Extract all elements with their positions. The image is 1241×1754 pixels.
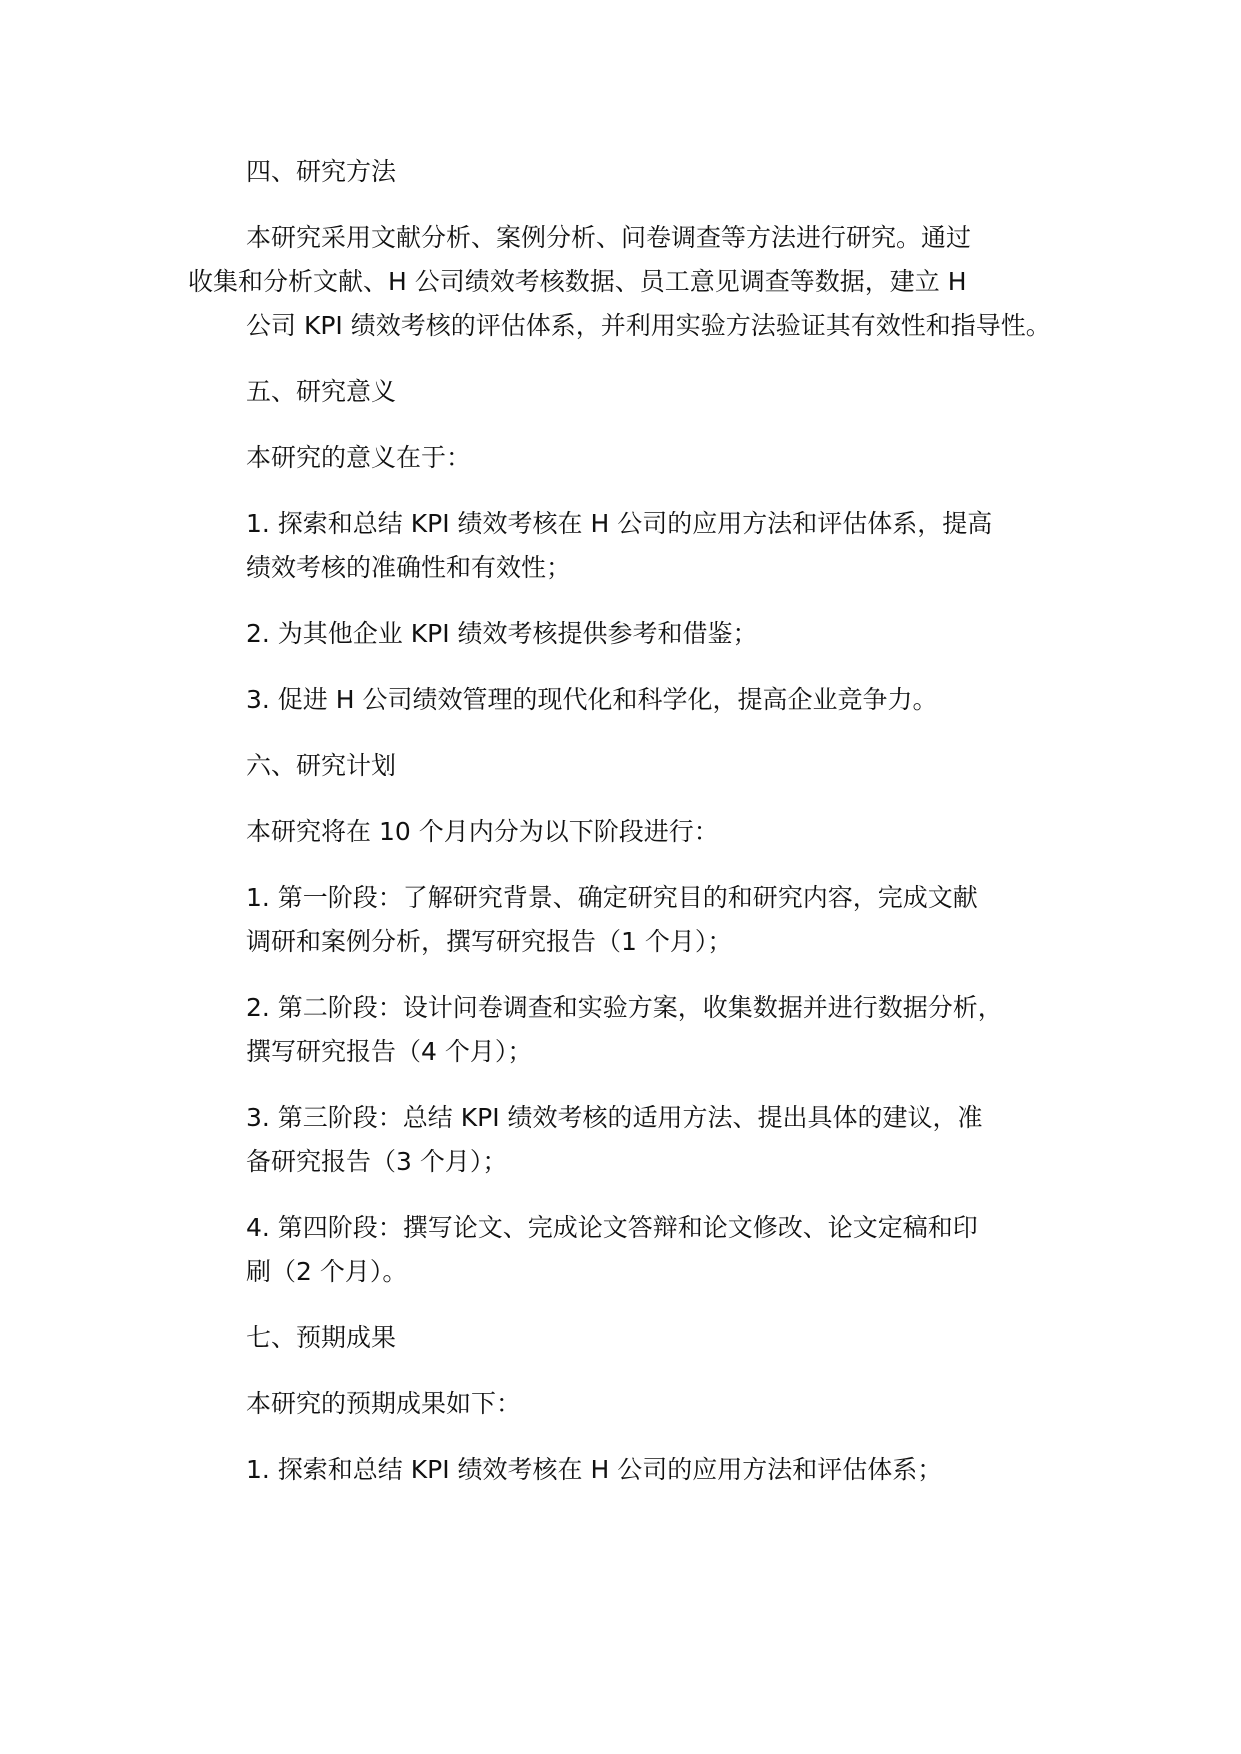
paragraph-line: 4. 第四阶段：撰写论文、完成论文答辩和论文修改、论文定稿和印: [246, 1213, 978, 1242]
paragraph: [188, 1448, 1088, 1492]
paragraph-line: 公司 KPI 绩效考核的评估体系，并利用实验方法验证其有效性和指导性。: [246, 311, 1051, 340]
paragraph: [188, 216, 1088, 348]
paragraph: [188, 612, 1088, 656]
paragraph: [188, 436, 1088, 480]
paragraph-line: 调研和案例分析，撰写研究报告（1 个月）；: [246, 927, 733, 956]
section-heading: 七、预期成果: [246, 1323, 397, 1352]
paragraph-line: 2. 为其他企业 KPI 绩效考核提供参考和借鉴；: [246, 619, 758, 648]
section-heading: 四、研究方法: [246, 157, 397, 186]
paragraph: [188, 1382, 1088, 1426]
paragraph-line: 本研究采用文献分析、案例分析、问卷调查等方法进行研究。通过: [246, 223, 972, 252]
paragraph: [188, 986, 1088, 1074]
paragraph-line: 1. 探索和总结 KPI 绩效考核在 H 公司的应用方法和评估体系，提高: [246, 509, 993, 538]
paragraph-line: 备研究报告（3 个月）；: [246, 1147, 508, 1176]
paragraph-line: 撰写研究报告（4 个月）；: [246, 1037, 533, 1066]
paragraph: [188, 678, 1088, 722]
paragraph-line: 1. 第一阶段：了解研究背景、确定研究目的和研究内容，完成文献: [246, 883, 978, 912]
paragraph-line: 本研究的意义在于：: [246, 443, 472, 472]
paragraph: [188, 1206, 1088, 1294]
paragraph-line: 本研究将在 10 个月内分为以下阶段进行：: [246, 817, 719, 846]
paragraph-line: 1. 探索和总结 KPI 绩效考核在 H 公司的应用方法和评估体系；: [246, 1455, 943, 1484]
paragraph: [188, 810, 1088, 854]
paragraph: [188, 502, 1088, 590]
paragraph-line: 2. 第二阶段：设计问卷调查和实验方案，收集数据并进行数据分析，: [246, 993, 1003, 1022]
paragraph-line: 3. 促进 H 公司绩效管理的现代化和科学化，提高企业竞争力。: [246, 685, 938, 714]
paragraph: [188, 876, 1088, 964]
paragraph-line: 本研究的预期成果如下：: [246, 1389, 522, 1418]
section-heading: 六、研究计划: [246, 751, 397, 780]
section-heading: 五、研究意义: [246, 377, 397, 406]
paragraph-line: 3. 第三阶段：总结 KPI 绩效考核的适用方法、提出具体的建议，准: [246, 1103, 983, 1132]
paragraph-line: 收集和分析文献、H 公司绩效考核数据、员工意见调查等数据，建立 H: [188, 267, 967, 296]
paragraph-line: 刷（2 个月）。: [246, 1257, 408, 1286]
document-body: [188, 150, 1088, 1514]
paragraph: [188, 1096, 1088, 1184]
paragraph-line: 绩效考核的准确性和有效性；: [246, 553, 572, 582]
